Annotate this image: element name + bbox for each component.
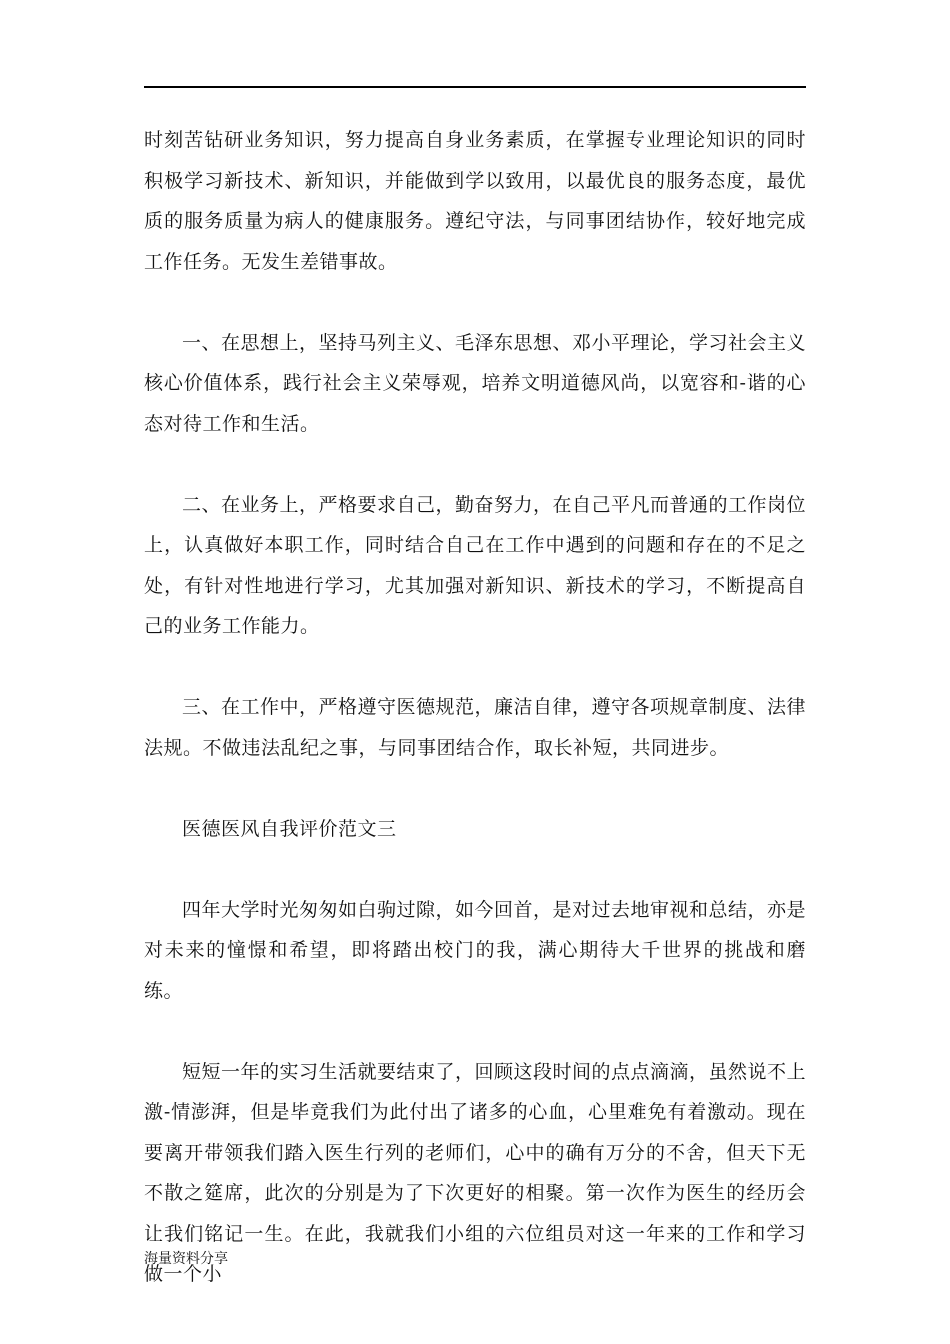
section-heading: 医德医风自我评价范文三 xyxy=(182,817,397,840)
paragraph-ideology: 一、在思想上，坚持马列主义、毛泽东思想、邓小平理论，学习社会主义核心价值体系，践行社会主义荣辱观，培养文明道德风尚，以宽容和-谐的心态对待工作和生活。 xyxy=(144,331,807,435)
paragraph-continuation: 时刻苦钻研业务知识，努力提高自身业务素质，在掌握专业理论知识的同时积极学习新技术、新知识，并能做到学以致用，以最优良的服务态度，最优质的服务质量为病人的健康服务。遵纪守法，与同事团结协作，较好地完成工作任务。无发生差错事故。 xyxy=(144,129,806,273)
document-body xyxy=(144,120,806,1335)
footer-label: 海量资料分享 xyxy=(144,1251,228,1267)
paragraph-internship: 短短一年的实习生活就要结束了，回顾这段时间的点点滴滴，虽然说不上激-情澎湃，但是毕竟我们为此付出了诸多的心血，心里难免有着激动。现在要离开带领我们踏入医生行列的老师们，心中的确有万分的不舍，但天下无不散之筵席，此次的分别是为了下次更好的相聚。第一次作为医生的经历会让我们铭记一生。在此，我就我们小组的六位组员对这一年来的工作和学习做一个小 xyxy=(144,1060,807,1285)
header-rule xyxy=(144,86,806,88)
paragraph-university: 四年大学时光匆匆如白驹过隙，如今回首，是对过去地审视和总结，亦是对未来的憧憬和希望，即将踏出校门的我，满心期待大千世界的挑战和磨练。 xyxy=(144,898,807,1002)
paragraph-professional: 二、在业务上，严格要求自己，勤奋努力，在自己平凡而普通的工作岗位上，认真做好本职工作，同时结合自己在工作中遇到的问题和存在的不足之处，有针对性地进行学习，尤其加强对新知识、新技术的学习，不断提高自己的业务工作能力。 xyxy=(144,493,807,637)
paragraph-work-conduct: 三、在工作中，严格遵守医德规范，廉洁自律，遵守各项规章制度、法律法规。不做违法乱纪之事，与同事团结合作，取长补短，共同进步。 xyxy=(144,696,807,759)
